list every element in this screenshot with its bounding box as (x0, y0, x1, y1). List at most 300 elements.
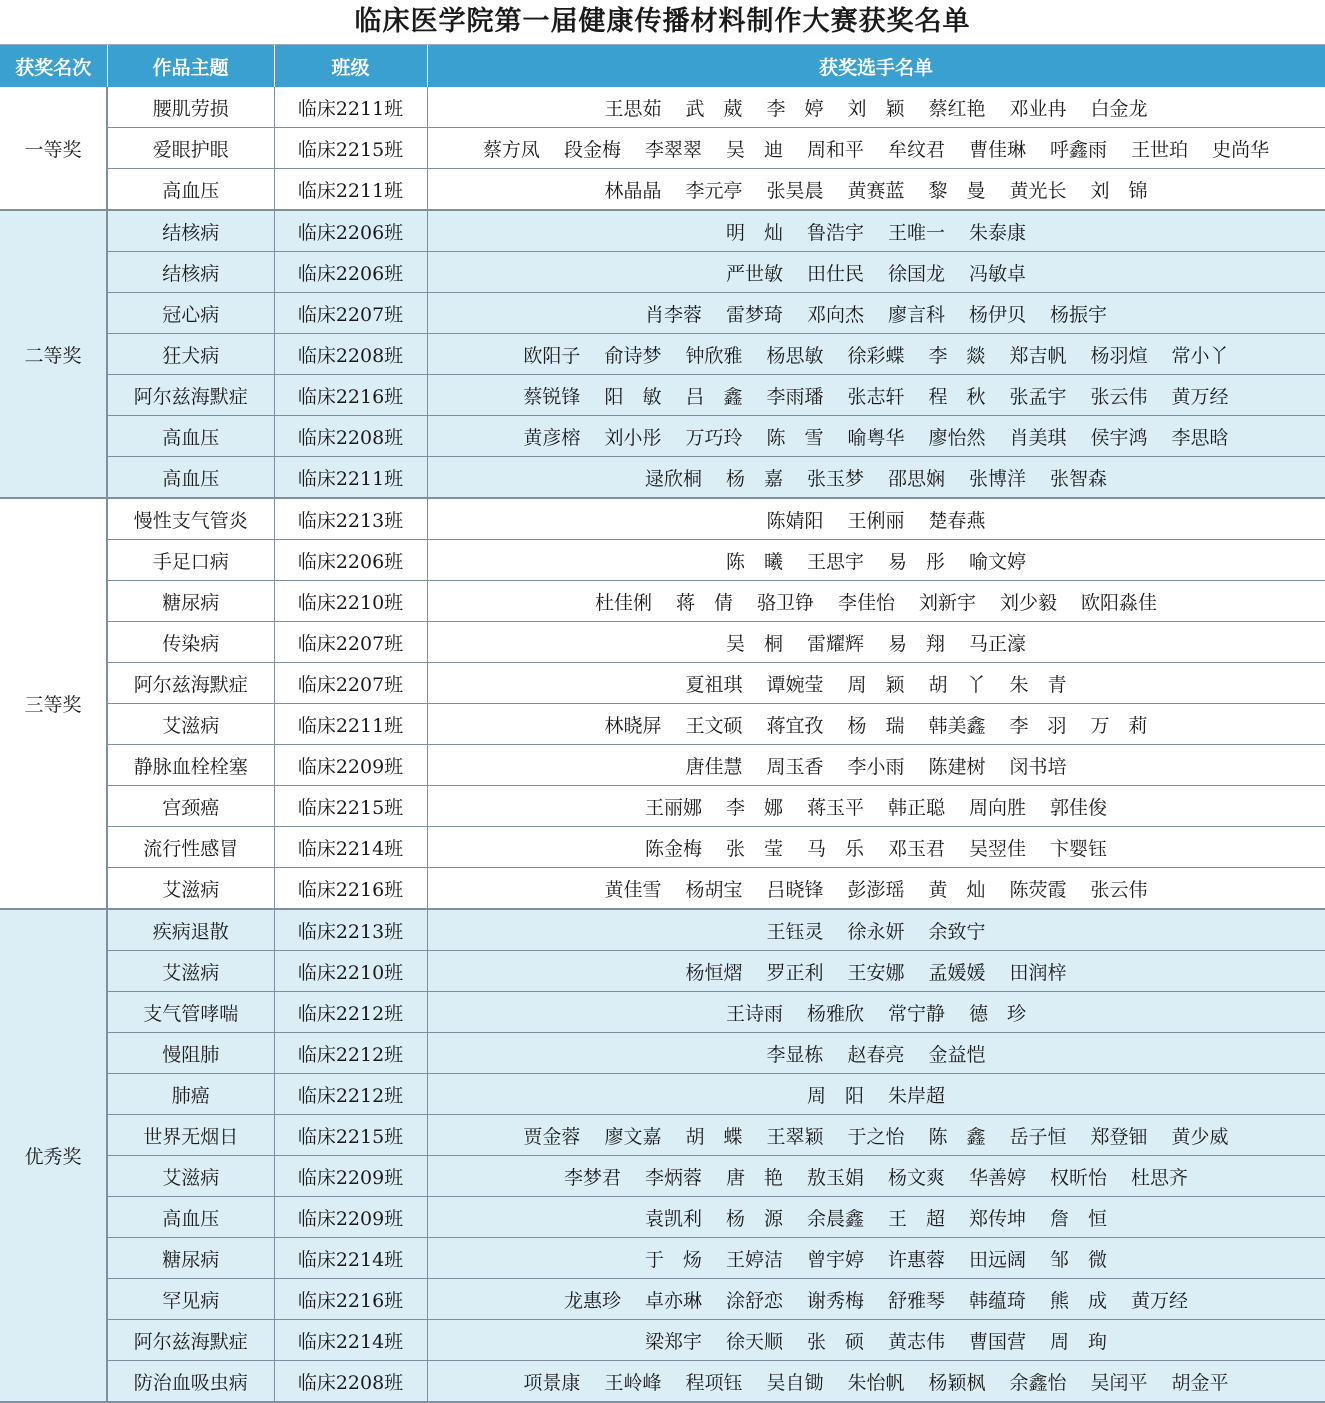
class-cell: 临床2215班 (274, 128, 427, 169)
topic-cell: 防治血吸虫病 (107, 1361, 274, 1403)
topic-cell: 糖尿病 (107, 1238, 274, 1279)
names-cell (427, 334, 1325, 375)
class-cell: 临床2209班 (274, 1156, 427, 1197)
winner-name: 许惠蓉 (888, 1248, 946, 1271)
winner-name: 吕晓锋 (766, 878, 824, 901)
class-cell: 临床2211班 (274, 457, 427, 499)
winner-name: 韩正聪 (888, 796, 946, 819)
winner-name: 李 娜 (725, 796, 783, 819)
winner-name: 常小丫 (1171, 344, 1229, 367)
winner-name: 杨文爽 (888, 1166, 946, 1189)
winner-name: 涂舒恋 (725, 1289, 783, 1312)
winner-name: 敖玉娟 (806, 1166, 864, 1189)
winner-name: 权昕怡 (1050, 1166, 1108, 1189)
winner-name: 朱怡帆 (847, 1371, 905, 1394)
table-row (0, 1156, 1325, 1197)
winner-name: 胡 丫 (928, 673, 986, 696)
winner-name: 刘少毅 (1000, 591, 1058, 614)
winner-name: 郑登钿 (1090, 1125, 1148, 1148)
names-cell (427, 1197, 1325, 1238)
winner-name: 余晨鑫 (806, 1207, 864, 1230)
winner-name: 杨 瑞 (847, 714, 905, 737)
table-row (0, 334, 1325, 375)
winner-name: 张玉梦 (806, 467, 864, 490)
winner-name: 雷梦琦 (725, 303, 783, 326)
winner-name: 王 超 (888, 1207, 946, 1230)
winner-name: 陈婧阳 (766, 509, 824, 532)
topic-cell: 阿尔兹海默症 (107, 375, 274, 416)
winner-name: 肖李蓉 (644, 303, 702, 326)
winner-name: 王诗雨 (725, 1002, 783, 1025)
winner-name: 王安娜 (847, 961, 905, 984)
class-cell: 临床2214班 (274, 827, 427, 868)
table-row (0, 827, 1325, 868)
class-cell: 临床2206班 (274, 252, 427, 293)
names-cell (427, 293, 1325, 334)
winner-name: 于 炀 (644, 1248, 702, 1271)
winner-name: 韩蕴琦 (969, 1289, 1027, 1312)
winner-name: 张智森 (1050, 467, 1108, 490)
winner-name: 陈 雪 (766, 426, 824, 449)
class-cell: 临床2216班 (274, 1279, 427, 1320)
winner-name: 杜思齐 (1131, 1166, 1189, 1189)
winner-name: 阳 敏 (604, 385, 662, 408)
award-rank: 三等奖 (0, 498, 107, 909)
winner-name: 刘新宇 (919, 591, 977, 614)
winner-name: 张云伟 (1090, 385, 1148, 408)
names-cell (427, 1033, 1325, 1074)
header-class: 班级 (274, 45, 427, 87)
names-cell (427, 1238, 1325, 1279)
names-cell (427, 745, 1325, 786)
class-cell: 临床2216班 (274, 868, 427, 910)
winner-name: 朱 青 (1009, 673, 1067, 696)
table-row (0, 581, 1325, 622)
winner-name: 杜佳俐 (594, 591, 652, 614)
topic-cell: 静脉血栓栓塞 (107, 745, 274, 786)
winner-name: 吴自锄 (766, 1371, 824, 1394)
winner-name: 欧阳淼佳 (1081, 591, 1158, 614)
names-cell (427, 992, 1325, 1033)
winner-name: 郑传坤 (969, 1207, 1027, 1230)
winner-name: 曾宇婷 (806, 1248, 864, 1271)
topic-cell: 流行性感冒 (107, 827, 274, 868)
winner-name: 黄光长 (1009, 179, 1067, 202)
names-cell (427, 1361, 1325, 1403)
topic-cell: 高血压 (107, 416, 274, 457)
winner-name: 严世敏 (725, 262, 783, 285)
winner-name: 曹佳琳 (969, 138, 1027, 161)
winner-name: 陈金梅 (644, 837, 702, 860)
table-row (0, 1361, 1325, 1403)
topic-cell: 肺癌 (107, 1074, 274, 1115)
winner-name: 杨 源 (725, 1207, 783, 1230)
winner-name: 贾金蓉 (523, 1125, 581, 1148)
winner-name: 蒋宜孜 (766, 714, 824, 737)
winner-name: 李思晗 (1171, 426, 1229, 449)
names-cell (427, 622, 1325, 663)
winner-name: 杨伊贝 (969, 303, 1027, 326)
table-row (0, 951, 1325, 992)
winner-name: 杨雅欣 (806, 1002, 864, 1025)
winner-name: 周 阳 (806, 1084, 864, 1107)
winner-name: 余鑫怡 (1009, 1371, 1067, 1394)
names-cell (427, 252, 1325, 293)
names-cell (427, 1279, 1325, 1320)
winner-name: 王丽娜 (644, 796, 702, 819)
winner-name: 肖美琪 (1009, 426, 1067, 449)
winner-name: 刘 锦 (1090, 179, 1148, 202)
winner-name: 岳子恒 (1009, 1125, 1067, 1148)
winner-name: 蔡方凤 (482, 138, 540, 161)
winner-name: 詹 恒 (1050, 1207, 1108, 1230)
winner-name: 邵思娴 (888, 467, 946, 490)
winner-name: 吴闰平 (1090, 1371, 1148, 1394)
names-cell (427, 786, 1325, 827)
winner-name: 胡 蝶 (685, 1125, 743, 1148)
winner-name: 鲁浩宇 (806, 221, 864, 244)
winner-name: 项景康 (523, 1371, 581, 1394)
winner-name: 谢秀梅 (806, 1289, 864, 1312)
table-row (0, 1279, 1325, 1320)
winner-name: 李雨璠 (766, 385, 824, 408)
winner-name: 田远阔 (969, 1248, 1027, 1271)
topic-cell: 冠心病 (107, 293, 274, 334)
winner-name: 明 灿 (725, 221, 783, 244)
winner-name: 德 珍 (969, 1002, 1027, 1025)
class-cell: 临床2215班 (274, 1115, 427, 1156)
winner-name: 李炳蓉 (644, 1166, 702, 1189)
page-title: 临床医学院第一届健康传播材料制作大赛获奖名单 (0, 0, 1325, 45)
class-cell: 临床2216班 (274, 375, 427, 416)
winner-name: 曹国营 (969, 1330, 1027, 1353)
winner-name: 张孟宇 (1009, 385, 1067, 408)
winner-name: 俞诗梦 (604, 344, 662, 367)
winner-name: 李小雨 (847, 755, 905, 778)
table-row (0, 293, 1325, 334)
winner-name: 唐 艳 (725, 1166, 783, 1189)
winner-name: 段金梅 (563, 138, 621, 161)
topic-cell: 腰肌劳损 (107, 87, 274, 128)
winner-name: 吕 鑫 (685, 385, 743, 408)
class-cell: 临床2210班 (274, 581, 427, 622)
table-row (0, 622, 1325, 663)
class-cell: 临床2212班 (274, 1033, 427, 1074)
winner-name: 黄万经 (1131, 1289, 1189, 1312)
winner-name: 张志轩 (847, 385, 905, 408)
topic-cell: 艾滋病 (107, 704, 274, 745)
winner-name: 唐佳慧 (685, 755, 743, 778)
winner-name: 杨恒熠 (685, 961, 743, 984)
names-cell (427, 87, 1325, 128)
winner-name: 喻文婷 (969, 550, 1027, 573)
class-cell: 临床2211班 (274, 87, 427, 128)
topic-cell: 世界无烟日 (107, 1115, 274, 1156)
class-cell: 临床2214班 (274, 1320, 427, 1361)
winner-name: 熊 成 (1050, 1289, 1108, 1312)
winner-name: 徐彩蝶 (847, 344, 905, 367)
winner-name: 黄万经 (1171, 385, 1229, 408)
winner-name: 万巧玲 (685, 426, 743, 449)
names-cell (427, 868, 1325, 910)
topic-cell: 传染病 (107, 622, 274, 663)
names-cell (427, 375, 1325, 416)
topic-cell: 慢阻肺 (107, 1033, 274, 1074)
winner-name: 王思茹 (604, 97, 662, 120)
names-cell (427, 498, 1325, 540)
topic-cell: 高血压 (107, 1197, 274, 1238)
table-header (0, 45, 1325, 87)
table-row (0, 375, 1325, 416)
class-cell: 临床2208班 (274, 416, 427, 457)
winner-name: 白金龙 (1090, 97, 1148, 120)
winner-name: 邓玉君 (888, 837, 946, 860)
winner-name: 罗正利 (766, 961, 824, 984)
table-row (0, 498, 1325, 540)
winner-name: 吴翌佳 (969, 837, 1027, 860)
winner-name: 常宁静 (888, 1002, 946, 1025)
winner-name: 田仕民 (806, 262, 864, 285)
winner-name: 马正濠 (969, 632, 1027, 655)
table-row (0, 1074, 1325, 1115)
topic-cell: 艾滋病 (107, 1156, 274, 1197)
award-rank: 优秀奖 (0, 909, 107, 1402)
winner-name: 王思宇 (806, 550, 864, 573)
award-rank: 二等奖 (0, 210, 107, 498)
table-row (0, 1033, 1325, 1074)
winner-name: 楚春燕 (928, 509, 986, 532)
class-cell: 临床2206班 (274, 540, 427, 581)
winner-name: 袁凯利 (644, 1207, 702, 1230)
award-group (0, 210, 1325, 498)
winner-name: 王翠颖 (766, 1125, 824, 1148)
table-row (0, 663, 1325, 704)
winner-name: 史尚华 (1212, 138, 1270, 161)
table-row (0, 992, 1325, 1033)
winner-name: 卞婴钰 (1050, 837, 1108, 860)
winner-name: 吴 迪 (725, 138, 783, 161)
names-cell (427, 416, 1325, 457)
class-cell: 临床2213班 (274, 909, 427, 951)
winner-name: 万 莉 (1090, 714, 1148, 737)
winner-name: 梁郑宇 (644, 1330, 702, 1353)
names-cell (427, 1115, 1325, 1156)
winner-name: 黎 曼 (928, 179, 986, 202)
topic-cell: 结核病 (107, 210, 274, 252)
winner-name: 朱岸超 (888, 1084, 946, 1107)
winner-name: 陈 曦 (725, 550, 783, 573)
winner-name: 徐天顺 (725, 1330, 783, 1353)
award-group (0, 87, 1325, 210)
winner-name: 李元亭 (685, 179, 743, 202)
class-cell: 临床2214班 (274, 1238, 427, 1279)
winner-name: 黄 灿 (928, 878, 986, 901)
class-cell: 临床2212班 (274, 992, 427, 1033)
winner-name: 王唯一 (888, 221, 946, 244)
winner-name: 黄佳雪 (604, 878, 662, 901)
topic-cell: 宫颈癌 (107, 786, 274, 827)
winner-name: 杨羽煊 (1090, 344, 1148, 367)
names-cell (427, 704, 1325, 745)
winner-name: 朱泰康 (969, 221, 1027, 244)
winner-name: 张云伟 (1090, 878, 1148, 901)
winner-name: 武 葳 (685, 97, 743, 120)
topic-cell: 糖尿病 (107, 581, 274, 622)
winner-name: 王文硕 (685, 714, 743, 737)
class-cell: 临床2211班 (274, 704, 427, 745)
winner-name: 王俐丽 (847, 509, 905, 532)
topic-cell: 慢性支气管炎 (107, 498, 274, 540)
winner-name: 黄少威 (1171, 1125, 1229, 1148)
winner-name: 吴 桐 (725, 632, 783, 655)
topic-cell: 结核病 (107, 252, 274, 293)
table-row (0, 1115, 1325, 1156)
class-cell: 临床2207班 (274, 293, 427, 334)
winner-name: 蒋 倩 (675, 591, 733, 614)
winner-name: 赵春亮 (847, 1043, 905, 1066)
table-row (0, 704, 1325, 745)
class-cell: 临床2209班 (274, 1197, 427, 1238)
names-cell (427, 540, 1325, 581)
header-topic: 作品主题 (107, 45, 274, 87)
table-row (0, 169, 1325, 211)
names-cell (427, 1320, 1325, 1361)
winner-name: 王世珀 (1131, 138, 1189, 161)
winner-name: 张博洋 (969, 467, 1027, 490)
winner-name: 张昊晨 (766, 179, 824, 202)
winner-name: 陈荧霞 (1009, 878, 1067, 901)
winner-name: 易 翔 (888, 632, 946, 655)
winner-name: 杨振宇 (1050, 303, 1108, 326)
award-rank: 一等奖 (0, 87, 107, 210)
winner-name: 金益恺 (928, 1043, 986, 1066)
winner-name: 杨 嘉 (725, 467, 783, 490)
winner-name: 蔡锐锋 (523, 385, 581, 408)
winner-name: 廖言科 (888, 303, 946, 326)
topic-cell: 高血压 (107, 457, 274, 499)
winner-name: 呼鑫雨 (1050, 138, 1108, 161)
winner-name: 蔡红艳 (928, 97, 986, 120)
winner-name: 廖文嘉 (604, 1125, 662, 1148)
winner-name: 韩美鑫 (928, 714, 986, 737)
names-cell (427, 169, 1325, 211)
winner-name: 马 乐 (806, 837, 864, 860)
class-cell: 临床2213班 (274, 498, 427, 540)
winner-name: 黄彦榕 (523, 426, 581, 449)
winner-name: 冯敏卓 (969, 262, 1027, 285)
winner-name: 张 硕 (806, 1330, 864, 1353)
winner-name: 杨胡宝 (685, 878, 743, 901)
names-cell (427, 951, 1325, 992)
winner-name: 孟媛媛 (928, 961, 986, 984)
winner-name: 邓业冉 (1009, 97, 1067, 120)
winner-name: 廖怡然 (928, 426, 986, 449)
award-table (0, 45, 1325, 1403)
winner-name: 杨颖枫 (928, 1371, 986, 1394)
winner-name: 易 彤 (888, 550, 946, 573)
topic-cell: 疾病退散 (107, 909, 274, 951)
header-rank: 获奖名次 (0, 45, 107, 87)
winner-name: 张 莹 (725, 837, 783, 860)
winner-name: 程 秋 (928, 385, 986, 408)
winner-name: 闵书培 (1009, 755, 1067, 778)
names-cell (427, 1074, 1325, 1115)
topic-cell: 艾滋病 (107, 951, 274, 992)
topic-cell: 高血压 (107, 169, 274, 211)
table-row (0, 210, 1325, 252)
winner-name: 余致宁 (928, 920, 986, 943)
winner-name: 李 羽 (1009, 714, 1067, 737)
winner-name: 周 颖 (847, 673, 905, 696)
table-row (0, 1238, 1325, 1279)
header-names: 获奖选手名单 (427, 45, 1325, 87)
winner-name: 刘小彤 (604, 426, 662, 449)
topic-cell: 支气管哮喘 (107, 992, 274, 1033)
names-cell (427, 827, 1325, 868)
winner-name: 陈 鑫 (928, 1125, 986, 1148)
award-group (0, 909, 1325, 1402)
winner-name: 徐国龙 (888, 262, 946, 285)
winner-name: 喻粤华 (847, 426, 905, 449)
winner-name: 杨思敏 (766, 344, 824, 367)
table-row (0, 909, 1325, 951)
winner-name: 陈建树 (928, 755, 986, 778)
class-cell: 临床2208班 (274, 1361, 427, 1403)
winner-name: 龙惠珍 (563, 1289, 621, 1312)
class-cell: 临床2212班 (274, 1074, 427, 1115)
class-cell: 临床2215班 (274, 786, 427, 827)
winner-name: 王钰灵 (766, 920, 824, 943)
table-row (0, 87, 1325, 128)
class-cell: 临床2207班 (274, 663, 427, 704)
winner-name: 彭澎瑶 (847, 878, 905, 901)
table-row (0, 457, 1325, 499)
winner-name: 王岭峰 (604, 1371, 662, 1394)
topic-cell: 狂犬病 (107, 334, 274, 375)
winner-name: 邓向杰 (806, 303, 864, 326)
winner-name: 周和平 (806, 138, 864, 161)
winner-name: 骆卫铮 (756, 591, 814, 614)
names-cell (427, 210, 1325, 252)
winner-name: 牟纹君 (888, 138, 946, 161)
winner-name: 李梦君 (563, 1166, 621, 1189)
topic-cell: 爱眼护眼 (107, 128, 274, 169)
winner-name: 李 燚 (928, 344, 986, 367)
winner-name: 刘 颖 (847, 97, 905, 120)
winner-name: 舒雅琴 (888, 1289, 946, 1312)
topic-cell: 艾滋病 (107, 868, 274, 910)
winner-name: 邹 微 (1050, 1248, 1108, 1271)
names-cell (427, 1156, 1325, 1197)
topic-cell: 手足口病 (107, 540, 274, 581)
topic-cell: 阿尔兹海默症 (107, 663, 274, 704)
winner-name: 徐永妍 (847, 920, 905, 943)
names-cell (427, 909, 1325, 951)
table-row (0, 1197, 1325, 1238)
winner-name: 夏祖琪 (685, 673, 743, 696)
winner-name: 林晶晶 (604, 179, 662, 202)
names-cell (427, 581, 1325, 622)
winner-name: 侯宇鸿 (1090, 426, 1148, 449)
winner-name: 李翠翠 (644, 138, 702, 161)
table-row (0, 868, 1325, 910)
winner-name: 胡金平 (1171, 1371, 1229, 1394)
class-cell: 临床2207班 (274, 622, 427, 663)
winner-name: 李 婷 (766, 97, 824, 120)
winner-name: 周向胜 (969, 796, 1027, 819)
names-cell (427, 128, 1325, 169)
winner-name: 钟欣雅 (685, 344, 743, 367)
